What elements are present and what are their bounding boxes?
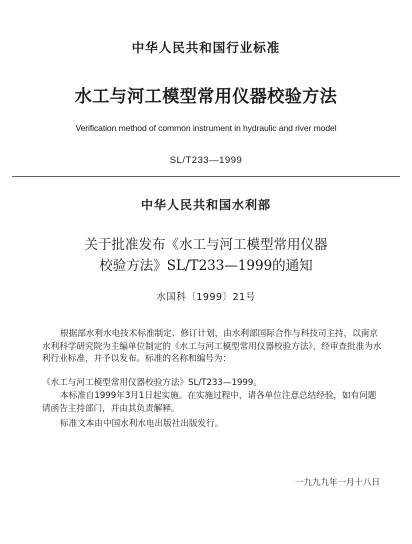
body-paragraph-3: 本标准自1999年3月1日起实施。在实施过程中，请各单位注意总结经验，如有问题请函告主持部门，并由其负责解释。 [42,391,377,414]
body-paragraph-2: 《水工与河工模型常用仪器校验方法》SL/T233—1999。 [42,378,262,388]
notice-title-line-1: 关于批准发布《水工与河工模型常用仪器 [84,237,328,253]
body-paragraph-4: 标准文本由中国水利水电出版社出版发行。 [60,419,224,429]
standard-title-chinese: 水工与河工模型常用仪器校验方法 [74,87,338,107]
standard-type-heading: 中华人民共和国行业标准 [131,40,281,55]
issue-date: 一九九九年一月十八日 [294,478,380,488]
document-number: 水国科〔1999〕21号 [156,292,256,303]
notice-title-line-2: 校验方法》SL/T233—1999的通知 [99,258,313,274]
divider-line [12,176,400,177]
standard-code: SL/T233—1999 [169,155,243,166]
issuing-ministry: 中华人民共和国水利部 [140,198,271,212]
body-paragraph-1: 根据部水利水电技术标准制定、修订计划，由水利部国际合作与科技司主持，以南京水利科学研究院为主编单位制定的《水工与河工模型常用仪器校验方法》，经审查批准为水利行业标准，并予以发布。标准的名称和编号为： [42,329,382,364]
standard-title-english: Verification method of common instrument in hydraulic and river model [75,123,337,133]
